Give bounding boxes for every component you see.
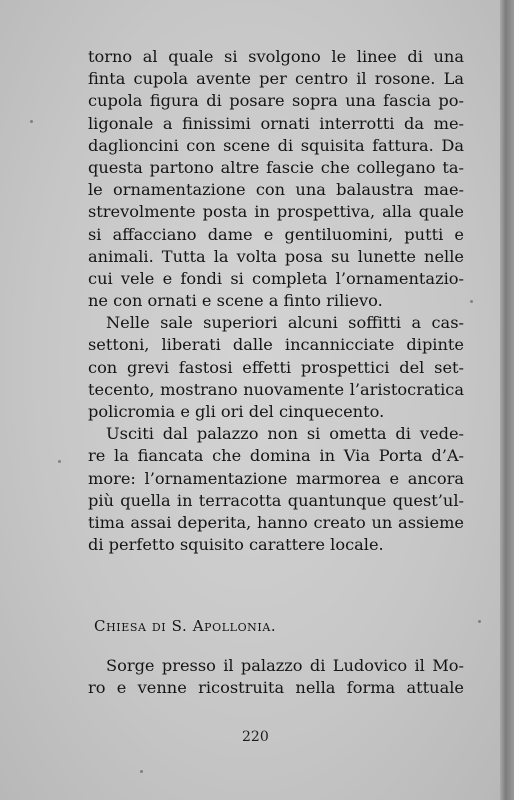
paper-speck <box>470 300 473 303</box>
body-text <box>88 46 464 556</box>
text-line: le ornamentazione con una balaustra mae- <box>88 180 464 200</box>
text-line: ne con ornati e scene a finto rilievo. <box>88 291 383 311</box>
text-line: ro e venne ricostruita nella forma attuale <box>88 678 464 698</box>
text-line: tecento, mostrano nuovamente l’aristocratica <box>88 379 464 399</box>
text-line: con grevi fastosi effetti prospettici del set- <box>88 357 464 377</box>
text-line: torno al quale si svolgono le linee di una <box>88 47 464 66</box>
text-line: strevolmente posta in prospettiva, alla quale <box>88 202 464 222</box>
paper-speck <box>140 770 143 773</box>
page-edge <box>500 0 514 800</box>
text-line: ligonale a finissimi ornati interrotti da me- <box>88 113 464 133</box>
text-line: di perfetto squisito carattere locale. <box>88 535 384 555</box>
text-line: animali. Tutta la volta posa su lunette nelle <box>88 246 464 266</box>
text-line: cupola figura di posare sopra una fascia po- <box>88 91 464 111</box>
section-heading: Chiesa di S. Apollonia. <box>94 617 277 635</box>
text-line: Nelle sale superiori alcuni soffitti a cas- <box>106 313 464 333</box>
text-line: policromia e gli ori del cinquecento. <box>88 402 385 421</box>
page-number: 220 <box>242 729 269 745</box>
text-line: settoni, liberati dalle incannicciate dipinte <box>88 335 464 355</box>
text-line: cui vele e fondi si completa l’ornamentazio- <box>88 268 464 288</box>
text-line: finta cupola avente per centro il rosone. La <box>88 69 464 89</box>
text-line: più quella in terracotta quantunque quest’ul- <box>88 490 464 510</box>
text-line: tima assai deperita, hanno creato un assieme <box>88 512 464 532</box>
text-line: daglioncini con scene di squisita fattura. Da <box>88 135 464 155</box>
paper-speck <box>58 460 61 463</box>
paper-speck <box>30 120 33 123</box>
text-line: questa partono altre fascie che collegano ta- <box>88 157 464 177</box>
text-line: more: l’ornamentazione marmorea e ancora <box>88 468 464 488</box>
text-line: Sorge presso il palazzo di Ludovico il Mo- <box>106 656 464 675</box>
paper-speck <box>478 620 481 623</box>
body-text-continued <box>88 655 464 699</box>
text-line: si affacciano dame e gentiluomini, putti e <box>88 224 464 244</box>
text-line: re la fiancata che domina in Via Porta d’A- <box>88 446 464 466</box>
text-line: Usciti dal palazzo non si ometta di vede- <box>106 424 464 444</box>
